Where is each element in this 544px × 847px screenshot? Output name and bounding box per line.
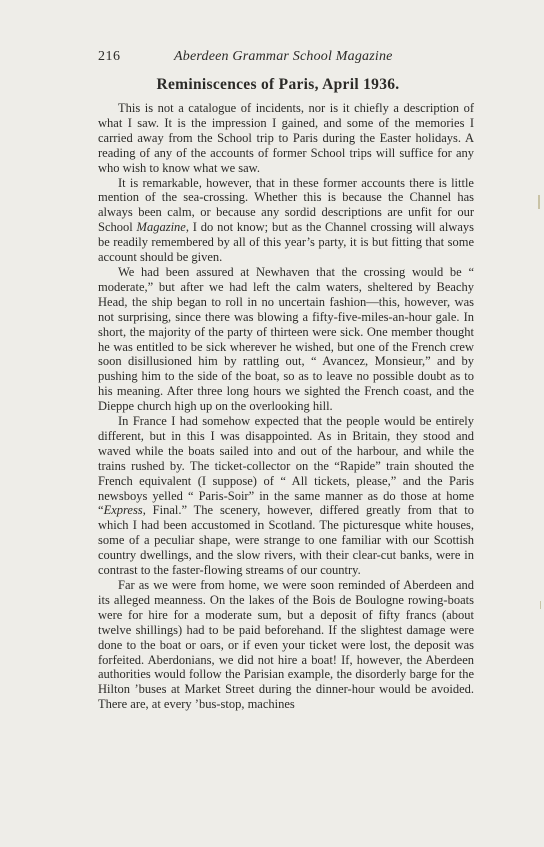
- article-title: Reminiscences of Paris, April 1936.: [156, 76, 400, 93]
- italic-text: Express: [103, 503, 143, 518]
- paragraph: [98, 414, 474, 578]
- text-run: Far as we were from home, we were soon reminded of Aberdeen and its alleged meanness. On the lakes of the Bois de Boulogne rowing-boats were for hire for a moderate sum, but a deposit of fifty francs (about twelve shillings) had to be paid beforehand. If the slightest damage were done to the boat or oars, or if even your ticket were lost, the deposit was forfeited. Aberdonians, we did not hire a boat! If, however, the Aberdeen authorities would follow the Parisian example, the disorderly barge for the Hilton ’buses at Market Street during the dinner-hour would be avoided. There are, at every ’bus-stop, machines: [98, 578, 474, 712]
- text-run: This is not a catalogue of incidents, nor is it chiefly a description of what I saw. It is the impression I gained, and some of the memories I carried away from the School trip to Paris during the Easter holidays. A reading of any of the accounts of former School trips will suffice for any who wish to know what we saw.: [98, 101, 474, 175]
- text-run: We had been assured at Newhaven that the crossing would be “ moderate,” but after we had left the calm waters, sheltered by Beachy Head, the ship began to roll in no uncertain fashion—this, however, was not surprising, since there was blowing a fifty-five-miles-an-hour gale. In short, the majority of the party of thirteen were sick. One member thought he was entitled to be sick wherever he wished, but one of the French crew soon disillusioned him by rattling out, “ Avancez, Monsieur,” and by pushing him to the side of the boat, so as to leave no possible doubt as to his meaning. After three long hours we sighted the French coast, and the Dieppe church high up on the overlooking hill.: [98, 264, 474, 414]
- paragraph: [98, 578, 474, 712]
- page-header: [98, 49, 458, 69]
- running-title: Aberdeen Grammar School Magazine: [174, 49, 393, 64]
- margin-mark: [538, 195, 540, 209]
- text-run: It is remarkable, however, that in these former accounts there is little mention of the sea-crossing. Whether this is because the Channel has always been calm, or because any sordid descriptions are unfit for our School: [98, 175, 474, 235]
- margin-mark: [540, 601, 541, 609]
- text-run: , I do not know; but as the Channel crossing will always be readily remembered by all of this year’s party, it is but fitting that some account should be given.: [98, 220, 474, 265]
- paragraph: [98, 265, 474, 414]
- paragraph: [98, 101, 474, 176]
- page-number: 216: [98, 49, 121, 64]
- article-body: [98, 101, 474, 712]
- text-run: , Final.” The scenery, however, differed greatly from that to which I had been accustomed in Scotland. The picturesque white houses, some of a peculiar shape, were strange to one familiar with our Scottish country dwellings, and the slow rivers, with their clear-cut banks, were in contrast to the faster-flowing streams of our country.: [98, 503, 474, 578]
- paragraph: [98, 176, 474, 265]
- text-run: In France I had somehow expected that the people would be entirely different, but in this I was disappointed. As in Britain, they stood and waved while the boats sailed into and out of the harbour, and while the trains rushed by. The ticket-collector on the “Rapide” train shouted the French equivalent (I suppose) of “ All tickets, please,” and the Paris newsboys yelled “ Paris-Soir” in the same manner as do those at home “: [98, 414, 474, 518]
- italic-text: Magazine: [136, 220, 186, 235]
